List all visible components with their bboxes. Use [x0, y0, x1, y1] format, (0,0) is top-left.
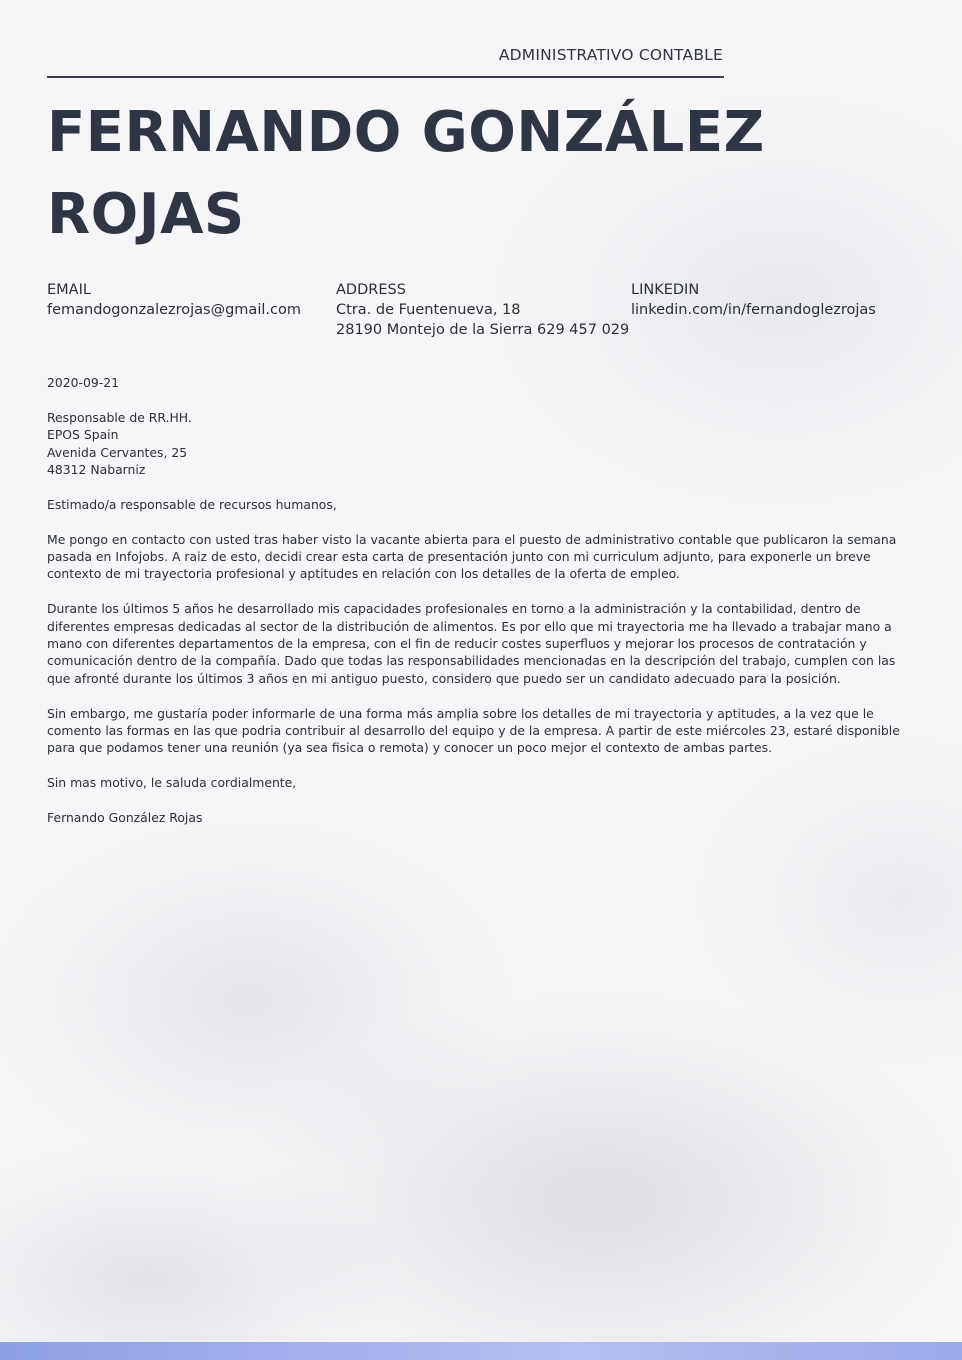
email-label: EMAIL [47, 282, 91, 298]
contact-linkedin [631, 280, 876, 320]
linkedin-label: LINKEDIN [631, 282, 700, 298]
contact-email [47, 280, 301, 320]
linkedin-value: linkedin.com/in/fernandoglezrojas [631, 302, 876, 318]
email-value: femandogonzalezrojas@gmail.com [47, 302, 301, 318]
address-label: ADDRESS [336, 282, 406, 298]
applicant-name [47, 92, 847, 256]
name-line-2: ROJAS [47, 182, 245, 247]
closing: Sin mas motivo, le saluda cordialmente, [47, 775, 297, 791]
recipient-line: 48312 Nabarniz [47, 462, 146, 478]
header-divider [47, 76, 724, 78]
paragraph-1: Me pongo en contacto con usted tras haber visto la vacante abierta para el puesto de administrativo contable que publicaron la semana pasada en Infojobs. A raiz de esto, decidi crear esta carta de presentación junto con mi curriculum adjunto, para exponerle un breve contexto de mi trayectoria profesional y aptitudes en relación con los detalles de la oferta de empleo. [47, 531, 897, 582]
paragraph-3: Sin embargo, me gustaría poder informarle de una forma más amplia sobre los detalles de mi trayectoria y aptitudes, a la vez que le comento las formas en las que podria contribuir al desarrollo del equipo y de la empresa. A partir de este miércoles 23, estaré disponible para que podamos tener una reunión (ya sea fisica o remota) y conocer un poco mejor el contexto de ambas partes. [47, 705, 900, 756]
footer-band [0, 1342, 962, 1360]
greeting: Estimado/a responsable de recursos humanos, [47, 496, 337, 512]
letter-date: 2020-09-21 [47, 375, 120, 390]
address-line-2: 28190 Montejo de la Sierra 629 457 029 [336, 322, 630, 338]
contact-address [336, 280, 629, 340]
recipient-block [47, 409, 912, 479]
recipient-line: Responsable de RR.HH. [47, 409, 192, 425]
recipient-line: Avenida Cervantes, 25 [47, 444, 188, 460]
letter-body [47, 374, 912, 844]
name-line-1: FERNANDO GONZÁLEZ [47, 100, 765, 165]
recipient-line: EPOS Spain [47, 427, 119, 443]
signature: Fernando González Rojas [47, 810, 203, 826]
job-title: ADMINISTRATIVO CONTABLE [498, 46, 723, 64]
address-line-1: Ctra. de Fuentenueva, 18 [336, 302, 521, 318]
paragraph-2: Durante los últimos 5 años he desarrollado mis capacidades profesionales en torno a la administración y la contabilidad, dentro de diferentes empresas dedicadas al sector de la distribución de alimentos. Es por ello que mi trayectoria me ha llevado a trabajar mano a mano con diferentes departamentos de la empresa, con el fin de reducir costes superfluos y mejorar los procesos de contratación y comunicación dentro de la compañía. Dado que todas las responsabilidades mencionadas en la descripción del trabajo, cumplen con las que afronté durante los últimos 3 años en mi antiguo puesto, considero que puedo ser un candidato adecuado para la posición. [47, 601, 896, 686]
